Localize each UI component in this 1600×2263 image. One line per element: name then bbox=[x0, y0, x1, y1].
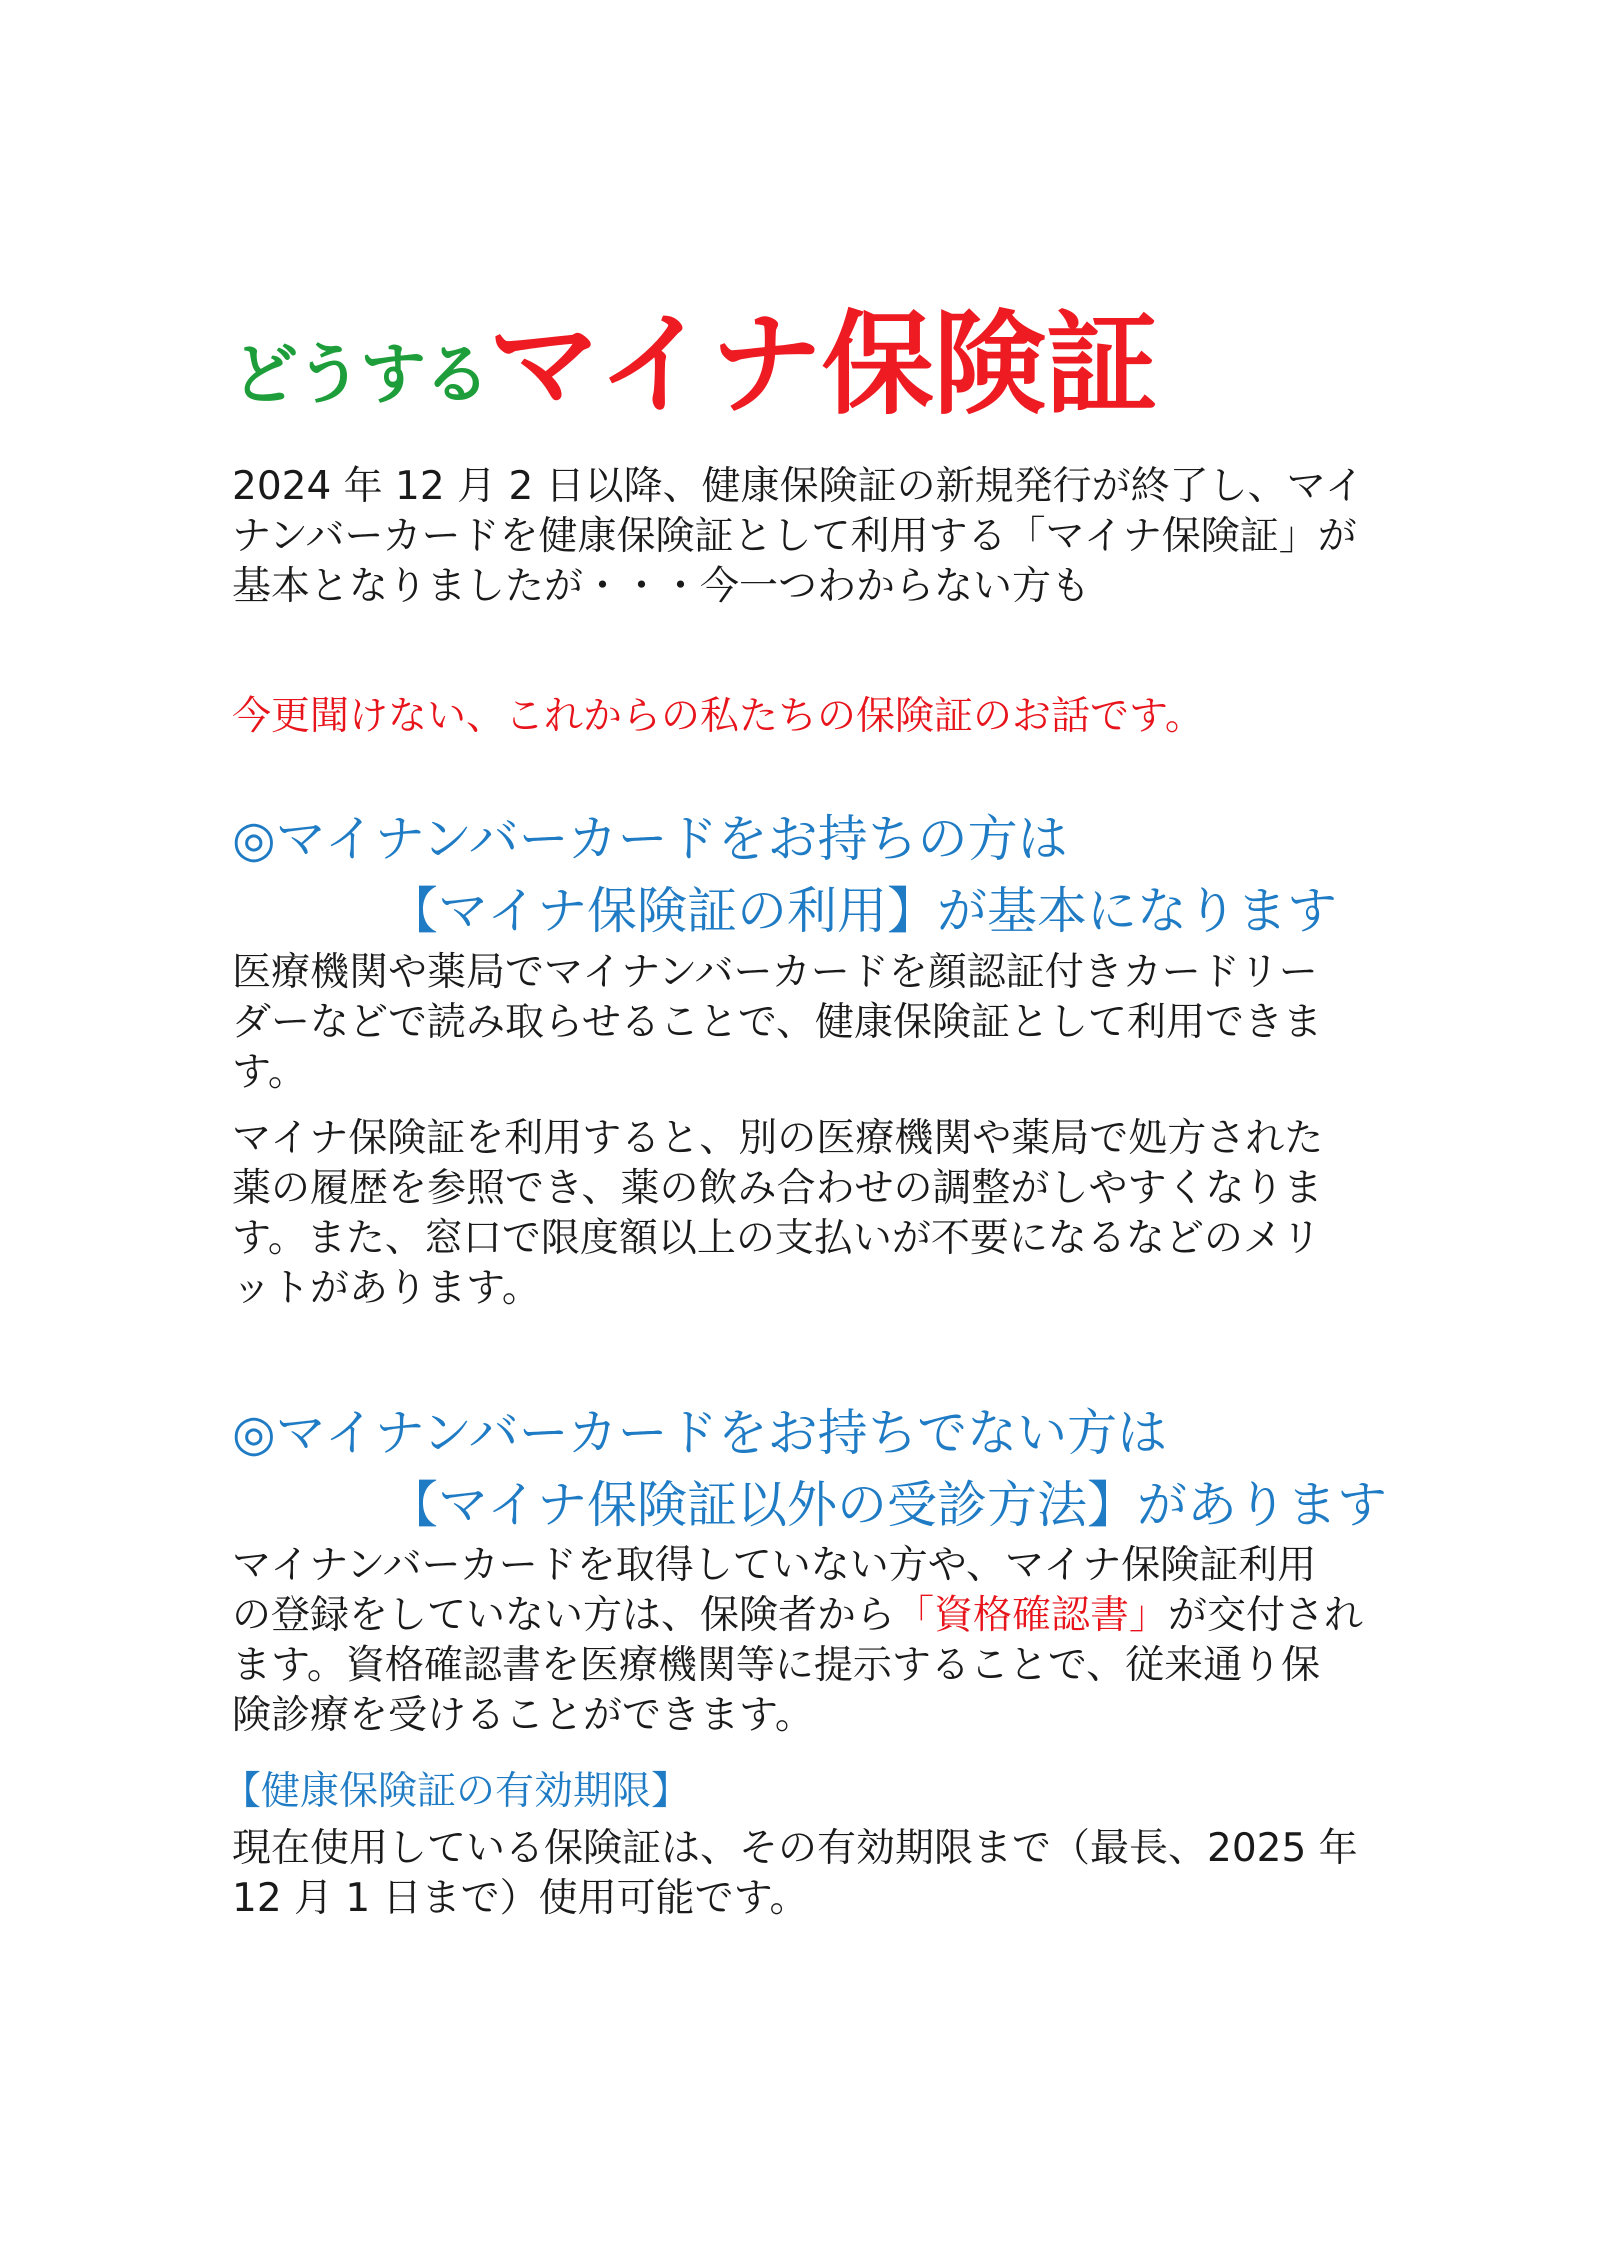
section1-subheading: 【マイナ保険証の利用】が基本になります bbox=[388, 882, 1337, 940]
notice-text: 今更聞けない、これからの私たちの保険証のお話です。 bbox=[232, 694, 1204, 739]
section1-paragraph-2: マイナ保険証を利用すると、別の医療機関や薬局で処方された 薬の履歴を参照でき、薬の飲み合わせの調整がしやすくなりま す。また、窓口で限度額以上の支払いが不要になるなどのメリ ットがあります。 bbox=[232, 1116, 1324, 1311]
section2-paragraph-part2: が交付され ます。資格確認書を医療機関等に提示することで、従来通り保 険診療を受けることができます。 bbox=[232, 1593, 1364, 1738]
page-title bbox=[232, 300, 1158, 440]
section1-paragraph-1: 医療機関や薬局でマイナンバーカードを顔認証付きカードリー ダーなどで読み取らせることで、健康保険証として利用できま す。 bbox=[232, 950, 1323, 1095]
title-main: マイナ保険証 bbox=[488, 300, 1158, 430]
title-prefix: どうする bbox=[232, 336, 488, 413]
section2-paragraph bbox=[232, 1541, 1392, 1741]
section2-paragraph-part1: マイナンバーカードを取得していない方や、マイナ保険証利用 の登録をしていない方は、保険者から bbox=[232, 1543, 1317, 1638]
section2-heading: ◎マイナンバーカードをお持ちでない方は bbox=[232, 1404, 1168, 1462]
validity-text: 現在使用している保険証は、その有効期限まで（最長、2025 年 12 月 1 日まで）使用可能です。 bbox=[232, 1826, 1358, 1921]
certificate-highlight: 「資格確認書」 bbox=[895, 1593, 1169, 1638]
section2-subheading: 【マイナ保険証以外の受診方法】があります bbox=[388, 1476, 1387, 1534]
section1-heading: ◎マイナンバーカードをお持ちの方は bbox=[232, 810, 1068, 868]
intro-paragraph: 2024 年 12 月 2 日以降、健康保険証の新規発行が終了し、マイ ナンバーカードを健康保険証として利用する「マイナ保険証」が 基本となりましたが・・・今一つわからない方も bbox=[232, 464, 1364, 609]
validity-label: 【健康保険証の有効期限】 bbox=[222, 1769, 691, 1814]
